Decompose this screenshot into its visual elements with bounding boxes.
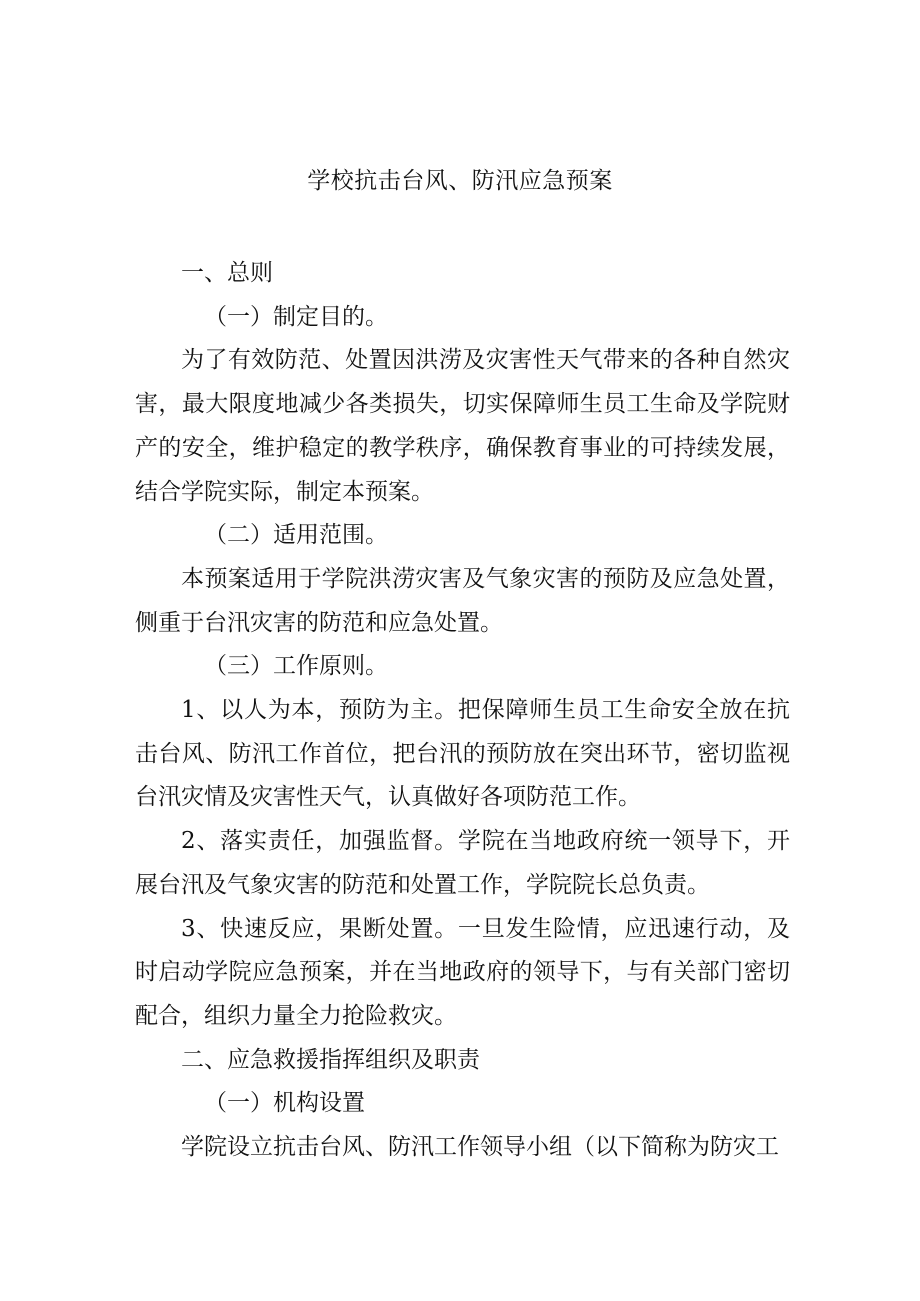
paragraph-principle-2: 2、落实责任，加强监督。学院在当地政府统一领导下，开展台汛及气象灾害的防范和处置工作，学院院长总负责。: [135, 828, 790, 898]
paragraph-setup: 学院设立抗击台风、防汛工作领导小组（以下简称为防灾工: [181, 1134, 779, 1161]
paragraph-purpose: 为了有效防范、处置因洪涝及灾害性天气带来的各种自然灾害，最大限度地减少各类损失，切实保障师生员工生命及学院财产的安全，维护稳定的教学秩序，确保教育事业的可持续发展，结合学院实际，制定本预案。: [135, 347, 790, 505]
document-title: 学校抗击台风、防汛应急预案: [307, 168, 613, 194]
paragraph-principle-3: 3、快速反应，果断处置。一旦发生险情，应迅速行动，及时启动学院应急预案，并在当地政府的领导下，与有关部门密切配合，组织力量全力抢险救灾。: [135, 915, 790, 1029]
paragraph-principle-1: 1、以人为本，预防为主。把保障师生员工生命安全放在抗击台风、防汛工作首位，把台汛的预防放在突出环节，密切监视台汛灾情及灾害性天气，认真做好各项防范工作。: [135, 697, 790, 811]
subsection-heading-scope: （二）适用范围。: [204, 522, 388, 549]
section-heading-command-organization: 二、应急救援指挥组织及职责: [181, 1046, 480, 1073]
document-body: [135, 252, 790, 1170]
section-heading-general: 一、总则: [181, 260, 273, 286]
subsection-heading-purpose: （一）制定目的。: [204, 303, 388, 330]
subsection-heading-setup: （一）机构设置: [204, 1090, 365, 1117]
subsection-heading-principles: （三）工作原则。: [204, 653, 388, 680]
paragraph-scope: 本预案适用于学院洪涝灾害及气象灾害的预防及应急处置，侧重于台汛灾害的防范和应急处置。: [135, 565, 790, 636]
